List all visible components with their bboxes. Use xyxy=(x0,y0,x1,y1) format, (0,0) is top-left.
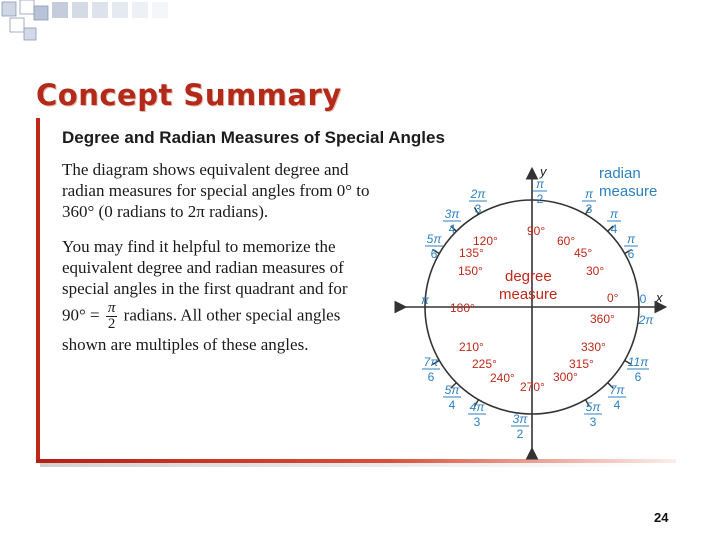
rad-zero: 0 xyxy=(639,292,647,306)
deg-0: 0° xyxy=(607,291,619,305)
rad-5pi-over-6 xyxy=(425,232,443,261)
deg-330: 330° xyxy=(581,340,606,354)
rad-3pi-over-4 xyxy=(443,207,461,236)
rad-num: π xyxy=(626,232,636,246)
radian-measure-label: measure xyxy=(599,183,658,200)
rad-num: 3π xyxy=(512,412,528,426)
x-axis-label: x xyxy=(656,290,663,305)
rad-den: 4 xyxy=(448,222,456,236)
rad-num: 5π xyxy=(444,383,460,397)
rad-pi: π xyxy=(420,293,430,307)
intro-paragraph: The diagram shows equivalent degree and radian measures for special angles from 0° to 360° (0 radians to 2π radians). xyxy=(62,160,370,221)
deg-60: 60° xyxy=(557,234,576,248)
deg-30: 30° xyxy=(586,264,605,278)
rad-num: 2π xyxy=(470,187,486,201)
rad-2pi: 2π xyxy=(638,313,654,327)
rad-den: 3 xyxy=(589,415,597,429)
rad-den: 3 xyxy=(585,202,593,216)
deg-45: 45° xyxy=(574,246,593,260)
memorize-line-5: shown are multiples of these angles. xyxy=(62,335,309,354)
rad-5pi-over-3 xyxy=(584,400,602,429)
deg-270: 270° xyxy=(520,380,545,394)
rad-pi-over-2 xyxy=(533,177,547,206)
rad-3pi-over-2 xyxy=(511,412,529,441)
deg-150: 150° xyxy=(458,264,483,278)
measure-label: measure xyxy=(499,286,558,303)
rad-den: 4 xyxy=(613,398,621,412)
section-title: Degree and Radian Measures of Special Angles xyxy=(62,128,445,147)
rad-den: 2 xyxy=(516,427,524,441)
deg-120: 120° xyxy=(473,234,498,248)
deg-240: 240° xyxy=(490,371,515,385)
rad-num: 4π xyxy=(469,400,485,414)
rad-7pi-over-6 xyxy=(422,355,440,384)
ninety-degrees-equals: 90° = xyxy=(62,305,100,325)
rad-num: 7π xyxy=(609,383,625,397)
rad-7pi-over-4 xyxy=(608,383,626,412)
memorize-line-3: special angles in the first quadrant and for xyxy=(62,279,348,298)
rad-pi-over-4 xyxy=(607,207,621,236)
rad-num: π xyxy=(584,187,594,201)
rad-num: 7π xyxy=(423,355,439,369)
rad-num: 3π xyxy=(444,207,460,221)
rad-den: 4 xyxy=(610,222,618,236)
fraction-numerator: π xyxy=(107,300,116,316)
y-axis-label: y xyxy=(540,164,547,179)
deg-180: 180° xyxy=(450,301,475,315)
degree-labels xyxy=(450,224,619,394)
degree-label: degree xyxy=(505,268,552,285)
memorize-line-2: equivalent degree and radian measures of xyxy=(62,258,344,277)
radians-suffix: radians. All other special angles xyxy=(123,305,341,325)
rad-den: 3 xyxy=(473,415,481,429)
deg-315: 315° xyxy=(569,357,594,371)
page-number: 24 xyxy=(654,510,669,525)
rad-num: 5π xyxy=(585,400,601,414)
rad-pi-over-3 xyxy=(582,187,596,216)
rad-4pi-over-3 xyxy=(468,400,486,429)
rad-den: 6 xyxy=(430,247,438,261)
rad-den: 3 xyxy=(474,202,482,216)
rad-den: 4 xyxy=(448,398,456,412)
rad-num: 11π xyxy=(627,355,649,369)
concept-summary-title: Concept Summary xyxy=(36,78,342,112)
rad-5pi-over-4 xyxy=(443,383,461,412)
deg-90: 90° xyxy=(527,224,546,238)
deg-360: 360° xyxy=(590,312,615,326)
fraction-denominator: 2 xyxy=(107,316,116,332)
rad-11pi-over-6 xyxy=(627,355,649,384)
memorize-line-1: You may find it helpful to memorize the xyxy=(62,237,336,256)
deg-210: 210° xyxy=(459,340,484,354)
rad-den: 6 xyxy=(634,370,642,384)
rad-den: 6 xyxy=(427,370,435,384)
radian-label: radian xyxy=(599,165,641,182)
rad-num: π xyxy=(535,177,545,191)
rad-num: π xyxy=(609,207,619,221)
deg-300: 300° xyxy=(553,370,578,384)
deg-225: 225° xyxy=(472,357,497,371)
rad-num: 5π xyxy=(426,232,442,246)
rad-den: 6 xyxy=(627,247,635,261)
rad-den: 2 xyxy=(536,192,544,206)
deg-135: 135° xyxy=(459,246,484,260)
